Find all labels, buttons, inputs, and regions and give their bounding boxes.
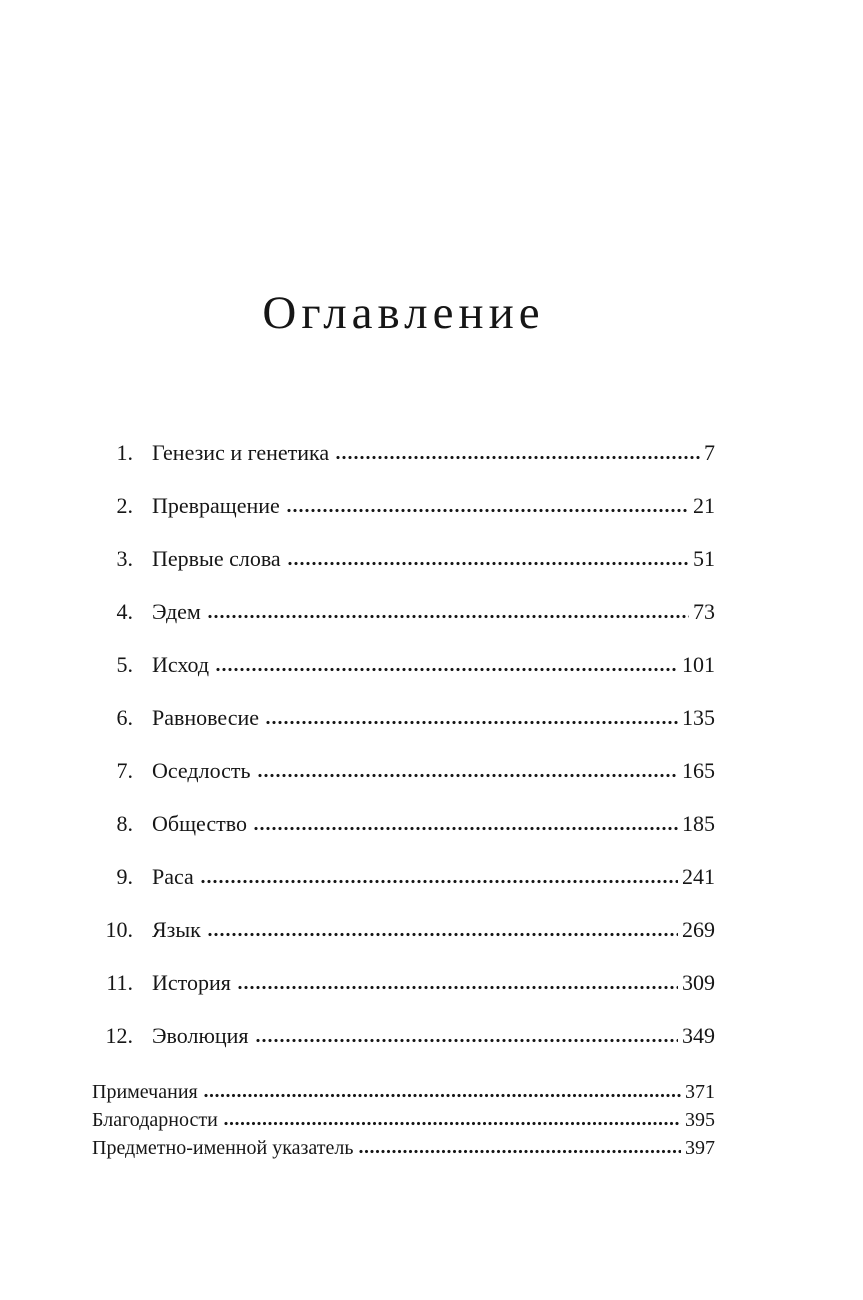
- toc-entry: [92, 493, 715, 546]
- toc-entry: [92, 1081, 715, 1109]
- chapter-number: 1.: [116, 440, 133, 465]
- page-title: Оглавление: [262, 287, 545, 339]
- chapter-number: 12.: [105, 1023, 133, 1048]
- chapter-number: 2.: [116, 493, 133, 518]
- chapter-page-number: 165: [682, 758, 715, 783]
- chapter-title: Эволюция: [152, 1023, 249, 1048]
- dot-leader: [216, 667, 678, 672]
- dot-leader: [201, 879, 678, 884]
- chapter-number: 9.: [116, 864, 133, 889]
- toc-entry: [92, 970, 715, 1023]
- chapter-title: Язык: [152, 917, 201, 942]
- dot-leader: [287, 508, 689, 513]
- back-matter-list: [92, 1081, 715, 1165]
- dot-leader: [254, 826, 678, 831]
- chapter-number: 5.: [116, 652, 133, 677]
- chapter-number: 11.: [106, 970, 133, 995]
- dot-leader: [224, 1121, 681, 1126]
- back-matter-title: Благодарности: [92, 1109, 218, 1131]
- chapter-page-number: 21: [693, 493, 715, 518]
- chapter-list: [92, 440, 715, 1076]
- dot-leader: [288, 561, 689, 566]
- back-matter-title: Предметно-именной указатель: [92, 1137, 354, 1159]
- dot-leader: [258, 773, 678, 778]
- toc-entry: [92, 917, 715, 970]
- chapter-title: Генезис и генетика: [152, 440, 330, 465]
- chapter-number: 6.: [116, 705, 133, 730]
- toc-entry: [92, 546, 715, 599]
- chapter-number: 10.: [105, 917, 133, 942]
- dot-leader: [204, 1093, 681, 1098]
- chapter-page-number: 185: [682, 811, 715, 836]
- dot-leader: [359, 1149, 681, 1154]
- chapter-page-number: 349: [682, 1023, 715, 1048]
- chapter-number: 3.: [116, 546, 133, 571]
- chapter-number: 7.: [116, 758, 133, 783]
- chapter-number: 8.: [116, 811, 133, 836]
- dot-leader: [266, 720, 678, 725]
- chapter-page-number: 73: [693, 599, 715, 624]
- back-matter-page-number: 397: [685, 1137, 715, 1159]
- toc-entry: [92, 652, 715, 705]
- chapter-page-number: 101: [682, 652, 715, 677]
- dot-leader: [336, 455, 700, 460]
- chapter-title: Раса: [152, 864, 194, 889]
- chapter-page-number: 309: [682, 970, 715, 995]
- chapter-page-number: 269: [682, 917, 715, 942]
- chapter-title: История: [152, 970, 231, 995]
- chapter-page-number: 7: [704, 440, 715, 465]
- toc-entry: [92, 1023, 715, 1076]
- toc-entry: [92, 440, 715, 493]
- dot-leader: [208, 614, 689, 619]
- toc-entry: [92, 1109, 715, 1137]
- chapter-page-number: 135: [682, 705, 715, 730]
- toc-entry: [92, 758, 715, 811]
- back-matter-page-number: 371: [685, 1081, 715, 1103]
- toc-content: [92, 0, 715, 1165]
- back-matter-title: Примечания: [92, 1081, 198, 1103]
- chapter-title: Оседлость: [152, 758, 251, 783]
- dot-leader: [238, 985, 678, 990]
- chapter-number: 4.: [116, 599, 133, 624]
- dot-leader: [256, 1038, 678, 1043]
- toc-entry: [92, 864, 715, 917]
- chapter-title: Первые слова: [152, 546, 281, 571]
- chapter-title: Общество: [152, 811, 247, 836]
- chapter-title: Исход: [152, 652, 210, 677]
- chapter-title: Превращение: [152, 493, 280, 518]
- chapter-title: Эдем: [152, 599, 201, 624]
- toc-entry: [92, 811, 715, 864]
- back-matter-page-number: 395: [685, 1109, 715, 1131]
- toc-entry: [92, 705, 715, 758]
- dot-leader: [208, 932, 678, 937]
- toc-entry: [92, 1137, 715, 1165]
- toc-entry: [92, 599, 715, 652]
- chapter-title: Равновесие: [152, 705, 260, 730]
- chapter-page-number: 241: [682, 864, 715, 889]
- chapter-page-number: 51: [693, 546, 715, 571]
